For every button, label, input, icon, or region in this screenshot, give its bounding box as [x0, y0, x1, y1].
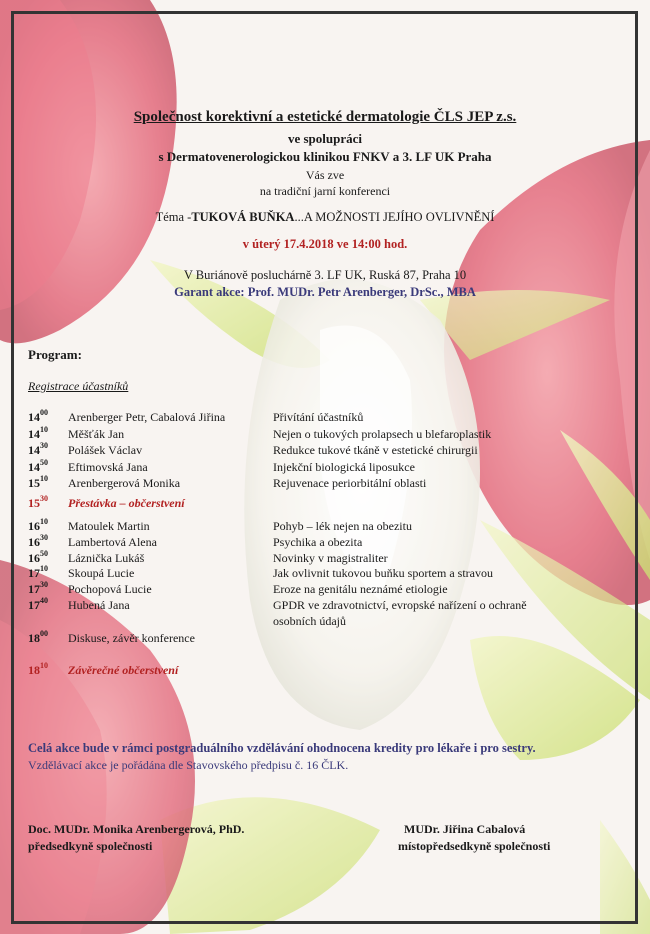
program-speaker: Měšťák Jan: [68, 426, 125, 441]
program-time: $14^{00}$: [28, 408, 48, 424]
program-speaker: Pochopová Lucie: [68, 582, 152, 597]
closing-label: Závěrečné občerstvení: [68, 663, 179, 677]
program-speaker: Arenberger Petr, Cabalová Jiřina: [68, 410, 226, 424]
discussion-time: $18^{00}$: [28, 629, 48, 645]
discussion-label: Diskuse, závěr konference: [68, 631, 195, 645]
program-time: $17^{10}$: [28, 564, 48, 581]
program-speaker: Matoulek Martin: [68, 519, 150, 533]
theme-line: [0, 210, 650, 225]
program-topic: Jak ovlivnit tukovou buňku sportem a stravou: [273, 566, 493, 581]
program-speaker: Hubená Jana: [68, 598, 130, 612]
program-time: $16^{10}$: [28, 517, 48, 533]
program-time: $16^{50}$: [28, 548, 48, 565]
theme-bold: TUKOVÁ BUŇKA: [191, 210, 295, 224]
program-time: $14^{30}$: [28, 441, 48, 457]
invite-line-1: Vás zve: [305, 168, 345, 182]
program-topic: Rejuvenace periorbitální oblasti: [273, 476, 427, 490]
program-speaker: Lambertová Alena: [68, 534, 157, 549]
program-topic: Eroze na genitálu neznámé etiologie: [273, 582, 448, 597]
program-speaker: Skoupá Lucie: [68, 566, 135, 581]
clinic-text: s Dermatovenerologickou klinikou FNKV a 3. LF UK Praha: [158, 149, 492, 164]
program-time: $14^{10}$: [28, 424, 48, 441]
program-topic: Nejen o tukových prolapsech u blefaroplastik: [273, 426, 492, 441]
signature-right-role: místopředsedkyně společnosti: [398, 839, 551, 853]
theme-prefix: Téma -: [155, 210, 192, 224]
signature-left-name: Doc. MUDr. Monika Arenbergerová, PhD.: [28, 822, 245, 836]
organization-title: Společnost korektivní a estetické dermatologie ČLS JEP z.s.: [133, 109, 517, 125]
program-topic-continued: osobních údajů: [273, 614, 346, 628]
invite-line-2: na tradiční jarní konferenci: [259, 184, 391, 198]
program-speaker: Polášek Václav: [68, 443, 143, 457]
program-topic: Přivítání účastníků: [273, 410, 364, 424]
program-speaker: Arenbergerová Monika: [68, 476, 181, 490]
break-time: $15^{30}$: [28, 494, 48, 510]
program-time: $15^{10}$: [28, 474, 48, 490]
program-topic: GPDR ve zdravotnictví, evropské nařízení o ochraně: [273, 598, 527, 612]
program-heading: Program:: [28, 347, 82, 362]
program-speaker: Eftimovská Jana: [68, 459, 148, 474]
closing-time: $18^{10}$: [28, 661, 48, 677]
theme-rest: ...A MOŽNOSTI JEJÍHO OVLIVNĚNÍ: [294, 210, 495, 224]
credits-line: Celá akce bude v rámci postgraduálního vzdělávání ohodnocena kredity pro lékaře i pro sestry.: [28, 741, 536, 755]
program-topic: Pohyb – lék nejen na obezitu: [273, 519, 412, 533]
program-time: $17^{40}$: [28, 596, 48, 612]
event-date: v úterý 17.4.2018 ve 14:00 hod.: [242, 237, 408, 251]
program-time: $16^{30}$: [28, 532, 48, 549]
program-topic: Novinky v magistraliter: [273, 550, 388, 565]
program-time: $14^{50}$: [28, 457, 48, 474]
regulation-line: Vzdělávací akce je pořádána dle Stavovského předpisu č. 16 ČLK.: [28, 758, 349, 772]
cooperation-text: ve spolupráci: [287, 131, 363, 146]
guarantor: Garant akce: Prof. MUDr. Petr Arenberger, DrSc., MBA: [174, 285, 476, 299]
break-label: Přestávka – občerstvení: [68, 496, 185, 510]
program-time: $17^{30}$: [28, 580, 48, 597]
signature-right-name: MUDr. Jiřina Cabalová: [404, 822, 526, 836]
program-topic: Injekční biologická liposukce: [273, 459, 415, 474]
venue: V Buriánově posluchárně 3. LF UK, Ruská 87, Praha 10: [183, 268, 467, 282]
signature-left-role: předsedkyně společnosti: [28, 839, 153, 853]
program-topic: Redukce tukové tkáně v estetické chirurgii: [273, 443, 478, 457]
registration: Registrace účastníků: [28, 379, 129, 393]
program-speaker: Láznička Lukáš: [68, 550, 145, 565]
program-topic: Psychika a obezita: [273, 534, 363, 549]
